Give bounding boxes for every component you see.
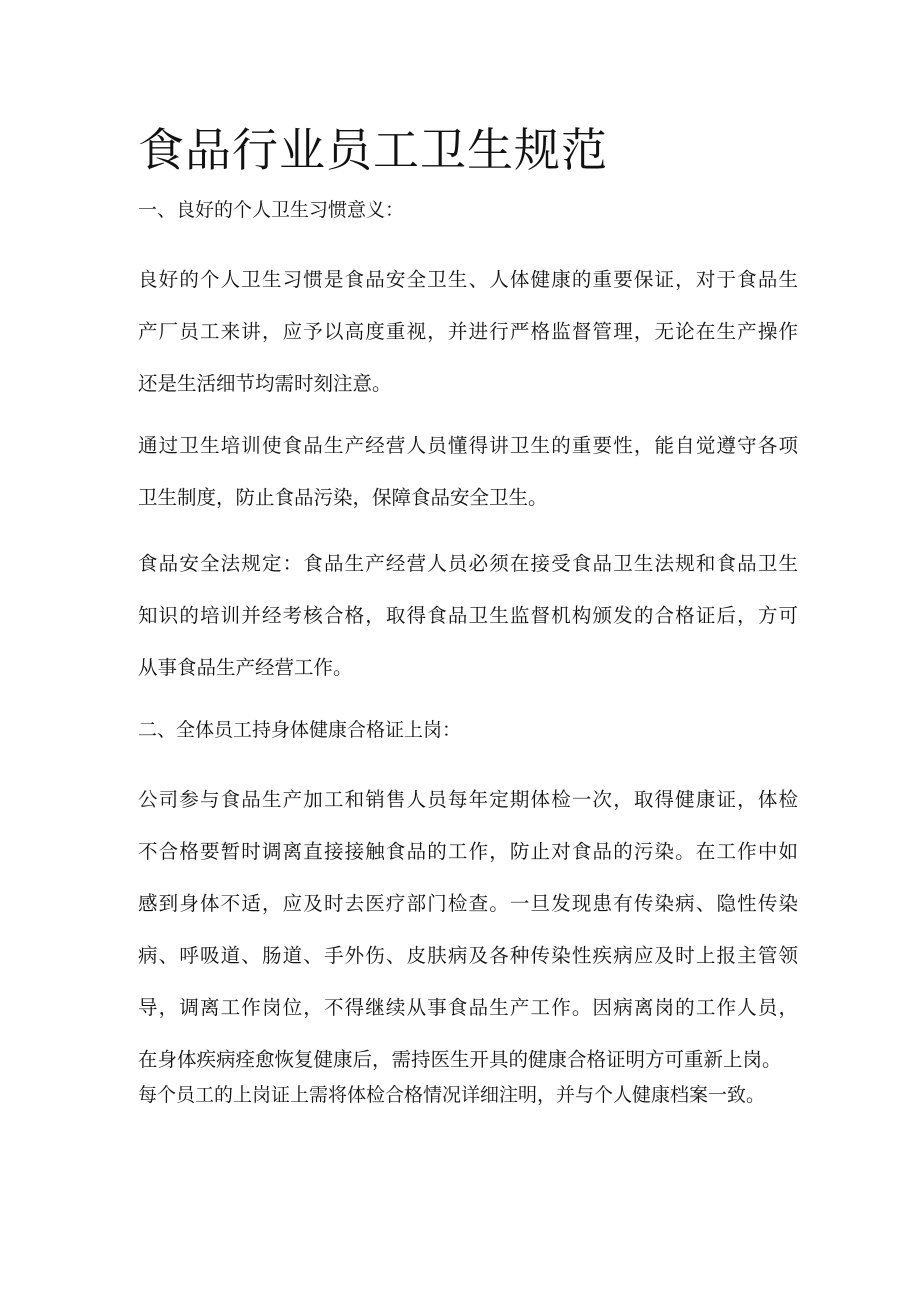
text-line: 从事食品生产经营工作。: [138, 656, 353, 679]
text-line: 导，调离工作岗位，不得继续从事食品生产工作。因病离岗的工作人员，: [138, 996, 798, 1019]
section-1-paragraph-3: [138, 538, 798, 694]
text-line: 在身体疾病痊愈恢复健康后，需持医生开具的健康合格证明方可重新上岗。: [138, 1048, 782, 1071]
text-line: 卫生制度，防止食品污染，保障食品安全卫生。: [138, 486, 548, 509]
section-1-paragraph-2: [138, 420, 798, 524]
text-line: 良好的个人卫生习惯是食品安全卫生、人体健康的重要保证，对于食品生: [138, 268, 798, 291]
text-line: 病、呼吸道、肠道、手外伤、皮肤病及各种传染性疾病应及时上报主管领: [138, 944, 798, 967]
text-line: 还是生活细节均需时刻注意。: [138, 372, 392, 395]
section-1-heading: 一、良好的个人卫生习惯意义：: [138, 199, 405, 221]
text-line: 公司参与食品生产加工和销售人员每年定期体检一次，取得健康证，体检: [138, 788, 798, 811]
text-line: 产厂员工来讲，应予以高度重视，并进行严格监督管理，无论在生产操作: [138, 320, 798, 343]
text-line: 通过卫生培训使食品生产经营人员懂得讲卫生的重要性，能自觉遵守各项: [138, 434, 798, 457]
text-line: 食品安全法规定：食品生产经营人员必须在接受食品卫生法规和食品卫生: [138, 552, 798, 575]
section-1-paragraph-1: [138, 254, 798, 410]
section-2-note: 每个员工的上岗证上需将体检合格情况详细注明，并与个人健康档案一致。: [138, 1084, 766, 1106]
text-line: 不合格要暂时调离直接接触食品的工作，防止对食品的污染。在工作中如: [138, 840, 798, 863]
document-title: 食品行业员工卫生规范: [138, 123, 608, 177]
text-line: 知识的培训并经考核合格，取得食品卫生监督机构颁发的合格证后，方可: [138, 604, 798, 627]
section-2-paragraph: [138, 774, 798, 1086]
section-2-heading: 二、全体员工持身体健康合格证上岗：: [138, 719, 462, 741]
text-line: 感到身体不适，应及时去医疗部门检查。一旦发现患有传染病、隐性传染: [138, 892, 798, 915]
